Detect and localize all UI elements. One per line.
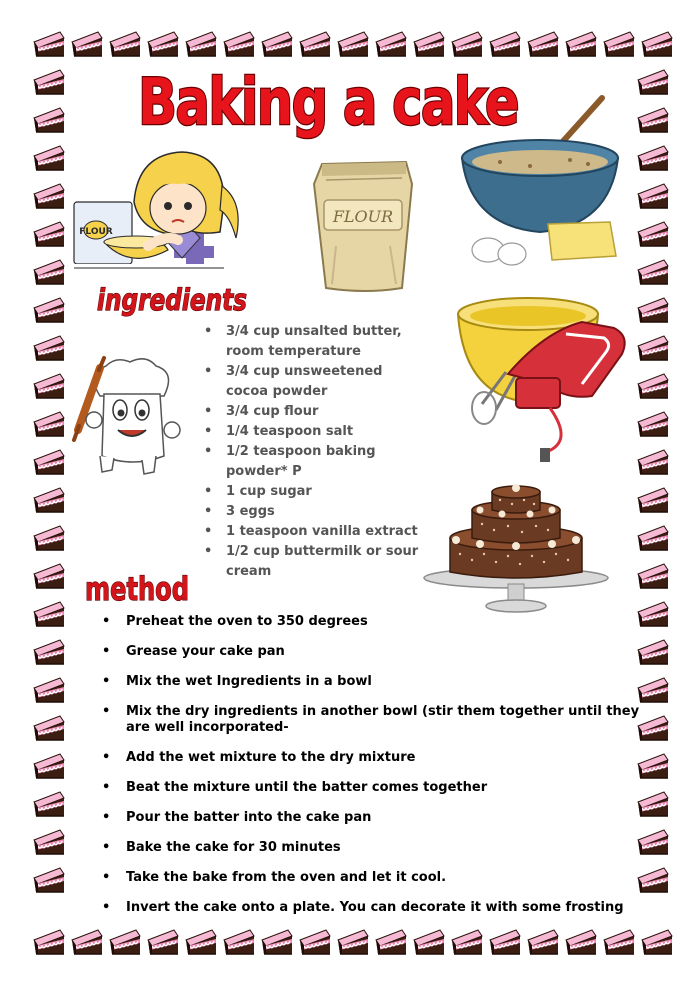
list-item: • 1/2 cup buttermilk or sour cream (204, 542, 419, 582)
svg-text:FLOUR: FLOUR (332, 207, 394, 226)
cake-slice-icon (68, 28, 104, 60)
cake-slice-icon (30, 218, 66, 250)
cake-slice-icon (296, 926, 332, 958)
cake-slice-icon (448, 926, 484, 958)
cake-slice-icon (448, 28, 484, 60)
list-item: • Take the bake from the oven and let it cool. (102, 870, 642, 886)
cake-slice-icon (524, 28, 560, 60)
girl-mixing-bowl-icon (74, 146, 252, 282)
svg-text:ingredients: ingredients (97, 283, 247, 317)
method-heading (82, 566, 192, 610)
svg-text:FLOUR: FLOUR (79, 227, 113, 237)
cake-slice-icon (30, 180, 66, 212)
cake-slice-icon (296, 28, 332, 60)
cake-slice-icon (106, 926, 142, 958)
cake-slice-icon (634, 294, 670, 326)
cake-slice-icon (30, 674, 66, 706)
ingredients-heading (92, 280, 252, 320)
cake-slice-icon (30, 66, 66, 98)
cake-slice-icon (182, 28, 218, 60)
cake-slice-icon (562, 28, 598, 60)
cake-slice-icon (634, 256, 670, 288)
layered-cake-stand-icon (420, 480, 612, 616)
method-list (102, 614, 642, 916)
svg-text:method: method (85, 570, 189, 608)
list-item: • Invert the cake onto a plate. You can decorate it with some frosting (102, 900, 642, 916)
ingredients-list (204, 322, 419, 582)
cake-slice-icon (634, 408, 670, 440)
list-item: • Beat the mixture until the batter comes together (102, 780, 642, 796)
cake-slice-icon (144, 28, 180, 60)
cake-slice-icon (634, 560, 670, 592)
list-item: • Pour the batter into the cake pan (102, 810, 642, 826)
cake-slice-icon (634, 180, 670, 212)
mixing-bowl-spoon-icon (460, 96, 626, 268)
cake-slice-icon (182, 926, 218, 958)
cake-slice-icon (634, 484, 670, 516)
cake-slice-icon (334, 28, 370, 60)
cake-slice-icon (30, 142, 66, 174)
cake-slice-icon (634, 218, 670, 250)
cake-slice-icon (220, 926, 256, 958)
cake-slice-icon (68, 926, 104, 958)
list-item: • 1/2 teaspoon baking powder* P (204, 442, 419, 482)
cake-slice-icon (562, 926, 598, 958)
cake-slice-icon (372, 926, 408, 958)
cake-slice-icon (144, 926, 180, 958)
cake-slice-icon (30, 636, 66, 668)
cake-slice-icon (220, 28, 256, 60)
cake-slice-icon (410, 926, 446, 958)
border-top (30, 28, 674, 60)
hand-mixer-bowl-icon (454, 292, 634, 464)
cake-slice-icon (634, 446, 670, 478)
cake-slice-icon (30, 104, 66, 136)
svg-text:Baking a cake: Baking a cake (138, 66, 518, 140)
cake-slice-icon (258, 926, 294, 958)
list-item: • 3 eggs (204, 502, 419, 522)
cake-slice-icon (410, 28, 446, 60)
list-item: • 1 cup sugar (204, 482, 419, 502)
cake-slice-icon (30, 712, 66, 744)
cake-slice-icon (30, 750, 66, 782)
cake-slice-icon (30, 370, 66, 402)
cake-slice-icon (30, 294, 66, 326)
cake-slice-icon (30, 864, 66, 896)
cake-slice-icon (258, 28, 294, 60)
cake-slice-icon (30, 28, 66, 60)
list-item: • 1 teaspoon vanilla extract (204, 522, 419, 542)
cake-slice-icon (634, 66, 670, 98)
cake-slice-icon (524, 926, 560, 958)
cake-slice-icon (30, 826, 66, 858)
list-item: • Preheat the oven to 350 degrees (102, 614, 642, 630)
cake-slice-icon (30, 598, 66, 630)
cake-slice-icon (600, 28, 636, 60)
list-item: • Mix the dry ingredients in another bowl (stir them together until they are well incorporated- (102, 704, 642, 736)
cake-slice-icon (30, 484, 66, 516)
cake-slice-icon (634, 104, 670, 136)
cake-slice-icon (634, 370, 670, 402)
cake-slice-icon (30, 332, 66, 364)
cake-slice-icon (30, 446, 66, 478)
border-left (30, 66, 66, 896)
list-item: • 3/4 cup flour (204, 402, 419, 422)
cake-slice-icon (634, 522, 670, 554)
border-bottom (30, 926, 674, 958)
cake-slice-icon (638, 926, 674, 958)
cake-slice-icon (30, 926, 66, 958)
list-item: • Bake the cake for 30 minutes (102, 840, 642, 856)
cake-slice-icon (30, 522, 66, 554)
cake-slice-icon (30, 408, 66, 440)
cake-slice-icon (30, 560, 66, 592)
cake-slice-icon (486, 28, 522, 60)
cake-slice-icon (30, 256, 66, 288)
cake-slice-icon (634, 332, 670, 364)
flour-bag-icon (306, 160, 424, 294)
list-item: • 1/4 teaspoon salt (204, 422, 419, 442)
list-item: • Grease your cake pan (102, 644, 642, 660)
cake-slice-icon (638, 28, 674, 60)
list-item: • Add the wet mixture to the dry mixture (102, 750, 642, 766)
chef-rolling-pin-icon (72, 356, 188, 480)
cake-slice-icon (486, 926, 522, 958)
cake-slice-icon (372, 28, 408, 60)
list-item: • 3/4 cup unsweetened cocoa powder (204, 362, 419, 402)
cake-slice-icon (634, 142, 670, 174)
cake-slice-icon (30, 788, 66, 820)
cake-slice-icon (600, 926, 636, 958)
cake-slice-icon (334, 926, 370, 958)
cake-slice-icon (106, 28, 142, 60)
list-item: • Mix the wet Ingredients in a bowl (102, 674, 642, 690)
list-item: • 3/4 cup unsalted butter, room temperature (204, 322, 419, 362)
